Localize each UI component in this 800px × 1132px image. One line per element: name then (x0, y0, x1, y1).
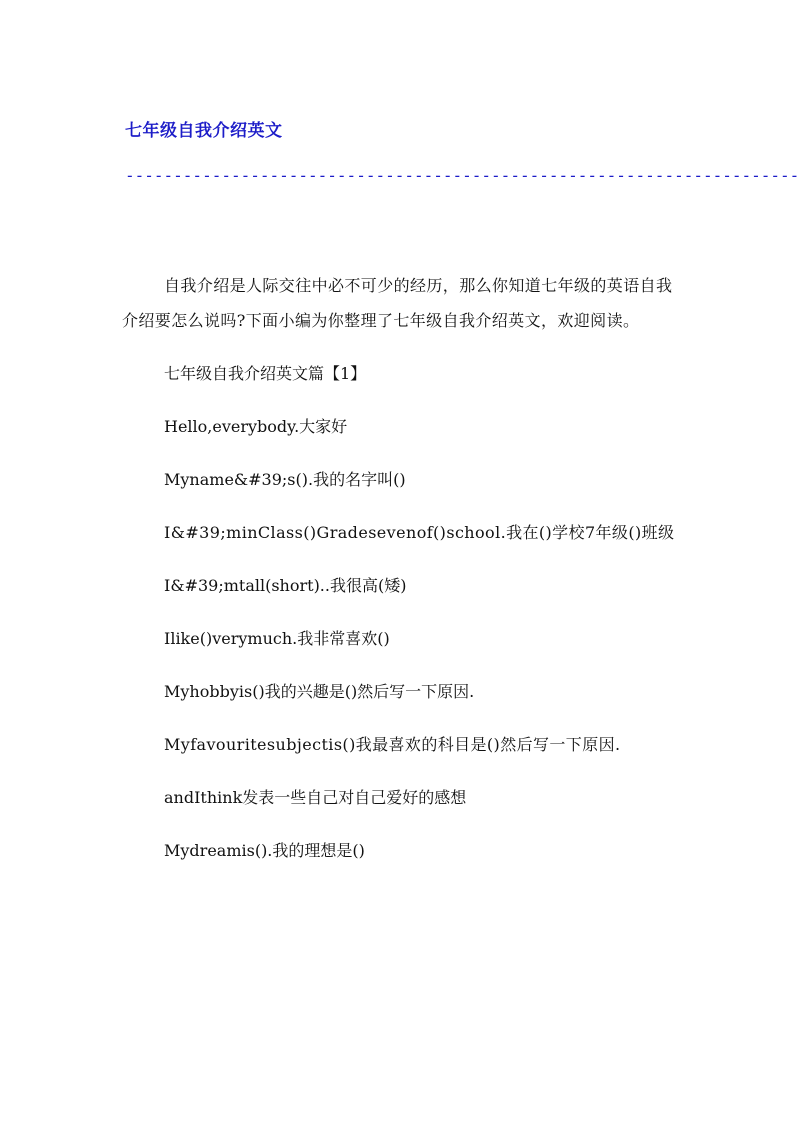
body-paragraph: Myfavouritesubjectis()我最喜欢的科目是()然后写一下原因. (164, 735, 621, 754)
section-heading: 七年级自我介绍英文篇【1】 (164, 364, 367, 383)
body-paragraph: andIthink发表一些自己对自己爱好的感想 (164, 788, 467, 807)
document-title: 七年级自我介绍英文 (125, 121, 283, 141)
title-separator: ---------------------------------------------------------------------- (125, 166, 800, 185)
body-paragraph: Myname&#39;s().我的名字叫() (164, 470, 406, 489)
intro-paragraph: 自我介绍是人际交往中必不可少的经历，那么你知道七年级的英语自我介绍要怎么说吗?下面小编为你整理了七年级自我介绍英文，欢迎阅读。 (122, 276, 673, 330)
body-paragraph: Mydreamis().我的理想是() (164, 841, 365, 860)
body-paragraph: I&#39;minClass()Gradesevenof()school.我在()学校7年级()班级 (164, 523, 675, 542)
body-paragraph: I&#39;mtall(short)..我很高(矮) (164, 576, 407, 595)
body-paragraph: Hello,everybody.大家好 (164, 417, 348, 436)
body-paragraph: Myhobbyis()我的兴趣是()然后写一下原因. (164, 682, 475, 701)
document-body (122, 268, 688, 886)
body-paragraph: Ilike()verymuch.我非常喜欢() (164, 629, 390, 648)
